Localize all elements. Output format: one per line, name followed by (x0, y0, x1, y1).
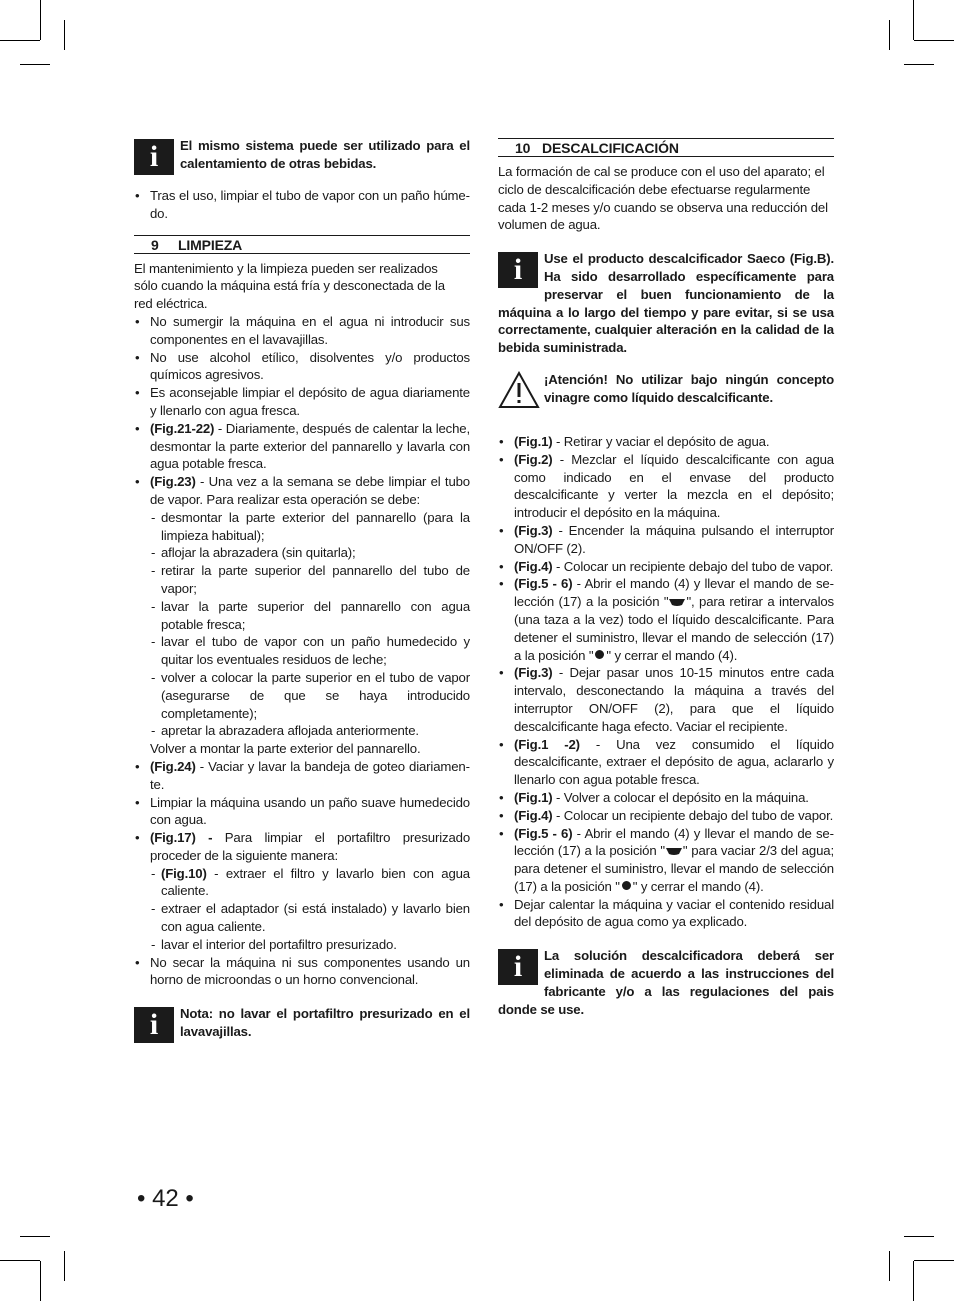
section-number: 10 (515, 140, 531, 156)
warning-text: ¡Atención! No utilizar bajo ningún concepto vinagre como líquido descalcificante. (544, 371, 834, 405)
info-note-text: Nota: no lavar el portafiltro presurizado en el lavavajillas. (180, 1006, 470, 1040)
crop-mark (914, 1260, 954, 1261)
spacer (498, 931, 834, 947)
cup-symbol-icon (665, 847, 683, 856)
info-icon: i (498, 949, 538, 985)
section-title: LIMPIEZA (178, 236, 243, 253)
crop-mark (0, 40, 40, 41)
list-item: • (Fig.1) - Retirar y vaciar el depósito de agua. (498, 433, 834, 451)
warning-note (498, 371, 834, 411)
crop-mark (889, 20, 890, 50)
crop-mark (20, 1236, 50, 1237)
right-column (498, 137, 834, 1032)
section-heading-descalcificacion (498, 138, 834, 157)
list-item: • (Fig.3) - Encender la máquina pulsando el interruptor ON/OFF (2). (498, 522, 834, 558)
step-continuation: Para detener el suministro, llevar el mando de selección (17) a la posición " (514, 611, 834, 663)
list-item: • Es aconsejable limpiar el depósito de agua diariamente y llenarlo con agua fresca. (134, 384, 470, 420)
bullet-list (134, 313, 470, 989)
list-item: • (Fig.4) - Colocar un recipiente debajo del tubo de vapor. (498, 807, 834, 825)
list-item: • (Fig.2) - Mezclar el líquido descalcificante con agua como indicado en el envase del producto descalcificante y verter la mezcla en el depósito; introducir el depósito en la máquina. (498, 451, 834, 522)
intro-paragraph: El mantenimiento y la limpieza pueden ser realizados sólo cuando la máquina está fría y desconectada de la red eléctrica. (134, 260, 445, 312)
crop-mark (64, 1251, 65, 1281)
section-heading-limpieza (134, 235, 470, 254)
spacer (498, 423, 834, 433)
crop-mark (914, 40, 954, 41)
crop-mark (0, 1260, 40, 1261)
crop-mark (904, 64, 934, 65)
list-item: • (Fig.24) - Vaciar y lavar la bandeja de goteo diariamente. (134, 758, 470, 794)
list-item: • (Fig.5 - 6) - Abrir el mando (4) y llevar el mando de selección (17) a la posición " " para vaciar 2/3 del agua; para detener el suministro, llevar el mando de selección (17) a la posición " " y cerrar el mando (4). (498, 825, 834, 896)
list-item: • (Fig.1) - Volver a colocar el depósito en la máquina. (498, 789, 834, 807)
list-item: • (Fig.5 - 6) - Abrir el mando (4) y llevar el mando de selección (17) a la posición " ", para retirar a intervalos (una taza a la vez) todo el líquido descalcificante. Para detener el suministro, llevar el mando de selección (17) a la posición " " y cerrar el mando (4). (498, 575, 834, 664)
list-item: • (Fig.23) - Una vez a la semana se debe limpiar el tubo de vapor. Para realizar esta operación se debe: - desmontar la parte exterior del pannarello (para la limpieza habitual); - aflojar la abrazadera (sin quitarla); - retirar la parte superior del pannarello del tubo de vapor; - lavar la parte superior del pannarello con agua potable fresca; - lavar el tubo de vapor con un paño humedecido y quitar los eventuales residuos de leche; - volver a colocar la parte superior en el tubo de vapor (asegurarse de que se haya introducido completamente); - apretar la abrazadera aflojada anteriormente. Volver a montar la parte exterior del pannarello. (134, 473, 470, 758)
sub-list-item: - (Fig.10) - extraer el filtro y lavarlo bien con agua caliente. (150, 865, 470, 901)
sub-list-item: - retirar la parte superior del pannarello del tubo de vapor; (150, 562, 470, 598)
info-note-saeco (498, 250, 834, 357)
spacer (134, 989, 470, 1005)
info-note-bottom (134, 1005, 470, 1041)
sub-list-item: - apretar la abrazadera aflojada anteriormente. (150, 722, 470, 740)
section-number: 9 (151, 236, 159, 253)
sub-list-item: - desmontar la parte exterior del pannarello (para la limpieza habitual); (150, 509, 470, 545)
page-number: • 42 • (137, 1185, 194, 1212)
section-title: DESCALCIFICACIÓN (542, 140, 679, 156)
sub-list-item: - lavar el tubo de vapor con un paño humedecido y quitar los eventuales residuos de leche; (150, 633, 470, 669)
sub-list (150, 865, 470, 954)
info-note-top (134, 137, 470, 173)
bullet-list (498, 433, 834, 931)
info-note-text: El mismo sistema puede ser utilizado para el calentamiento de otras bebidas. (180, 138, 470, 171)
list-item: • Tras el uso, limpiar el tubo de vapor con un paño húmedo. (134, 187, 470, 223)
sub-list-tail: Volver a montar la parte exterior del pannarello. (150, 741, 421, 757)
sub-list-item: - lavar la parte superior del pannarello con agua potable fresca; (150, 598, 470, 634)
sub-list-item: - volver a colocar la parte superior en el tubo de vapor (asegurarse de que se haya introducido completamente); (150, 669, 470, 722)
list-item: • (Fig.17) - Para limpiar el portafiltro presurizado proceder de la siguiente manera: - (Fig.10) - extraer el filtro y lavarlo bien con agua caliente. - extraer el adaptador (si está instalado) y lavarlo bien con agua caliente. - lavar el interior del portafiltro presurizado. (134, 829, 470, 954)
list-item: • No use alcohol etílico, disolventes y/o productos químicos agresivos. (134, 349, 470, 385)
crop-mark (40, 1261, 41, 1301)
warning-icon (498, 371, 540, 409)
crop-mark (20, 64, 50, 65)
crop-mark (913, 1261, 914, 1301)
info-icon: i (134, 1007, 174, 1043)
info-note-text: La solución descalcificadora deberá ser eliminada de acuerdo a las instrucciones del fabricante y/o a las regulaciones del pais donde se use. (498, 948, 834, 1017)
list-item: • (Fig.1 -2) - Una vez consumido el líquido descalcificante, extraer el depósito de agua, aclararlo y llenarlo con agua potable fresca. (498, 736, 834, 789)
list-item: • (Fig.21-22) - Diariamente, después de calentar la leche, desmontar la parte exterior del pannarello y lavarla con agua potable fresca. (134, 420, 470, 473)
info-note-text: Use el producto descalcificador Saeco (Fig.B). Ha sido desarrollado específicamente para preservar el buen funcionamiento de la máquina a lo largo del tiempo y pare evitar, si se usa correctamente, cualquier alteración en la calidad de la bebida suministrada. (498, 251, 834, 356)
list-item: • No sumergir la máquina en el agua ni introducir sus componentes en el lavavajillas. (134, 313, 470, 349)
dot-symbol-icon (622, 881, 631, 890)
sub-list-item: - lavar el interior del portafiltro presurizado. (150, 936, 470, 954)
sub-list (150, 509, 470, 740)
crop-mark (40, 0, 41, 40)
left-column (134, 137, 470, 1055)
bullet-list (134, 187, 470, 223)
crop-mark (889, 1251, 890, 1281)
crop-mark (904, 1236, 934, 1237)
list-item: • Dejar calentar la máquina y vaciar el contenido residual del depósito de agua como ya explicado. (498, 896, 834, 932)
info-icon: i (134, 139, 174, 175)
crop-mark (64, 20, 65, 50)
crop-mark (913, 0, 914, 40)
list-item: • (Fig.3) - Dejar pasar unos 10-15 minutos entre cada intervalo, desconectando la máquina a través del interruptor ON/OFF (2), para que el líquido descalcificante haga efecto. Vaciar el recipiente. (498, 664, 834, 735)
spacer (498, 234, 834, 250)
list-item: • No secar la máquina ni sus componentes usando un horno de microondas o un horno convencional. (134, 954, 470, 990)
cup-symbol-icon (668, 598, 686, 607)
sub-list-item: - extraer el adaptador (si está instalado) y lavarlo bien con agua caliente. (150, 900, 470, 936)
list-item: • Limpiar la máquina usando un paño suave humedecido con agua. (134, 794, 470, 830)
sub-list-item: - aflojar la abrazadera (sin quitarla); (150, 544, 470, 562)
info-icon: i (498, 252, 538, 288)
info-note-disposal (498, 947, 834, 1018)
intro-paragraph: La formación de cal se produce con el uso del aparato; el ciclo de descalcificación debe efectuarse regularmente cada 1-2 meses y/o cuando se observa una reducción del volumen de agua. (498, 164, 828, 233)
dot-symbol-icon (595, 650, 604, 659)
list-item: • (Fig.4) - Colocar un recipiente debajo del tubo de vapor. (498, 558, 834, 576)
